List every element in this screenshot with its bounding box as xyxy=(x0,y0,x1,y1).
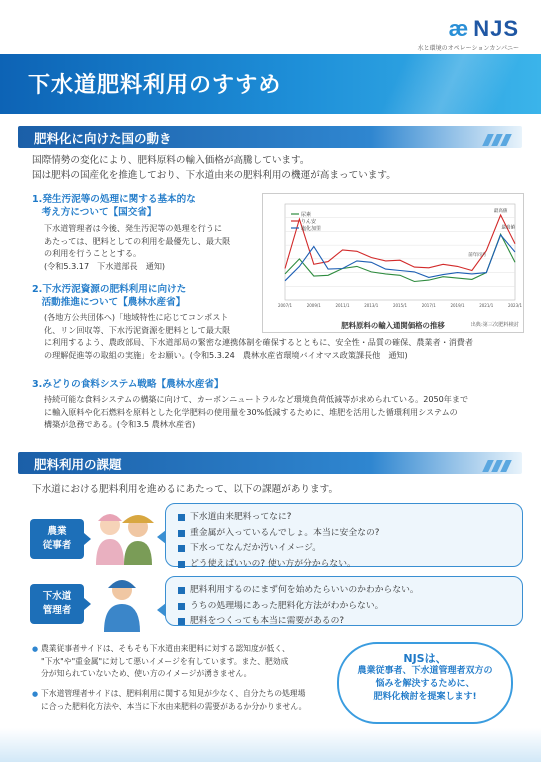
persona-label-line: 従事者 xyxy=(42,540,72,551)
hero-decoration xyxy=(321,54,541,114)
note-line: ● 農業従事者サイドは、そもそも下水道由来肥料に対する認知度が低く、 xyxy=(41,644,290,653)
note-line: 分が知られていないため、使い方のイメージが湧きません。 xyxy=(41,669,252,678)
section2-intro: 下水道における肥料利用を進めるにあたって、以下の課題があります。 xyxy=(32,484,339,495)
manager-concerns xyxy=(165,576,523,626)
section-title: 肥料化に向けた国の動き xyxy=(34,131,172,146)
intro-line: 国際情勢の変化により、肥料原料の輸入価格が高騰しています。 xyxy=(32,155,310,166)
item-text-mlit xyxy=(44,222,259,272)
item-text-line: 構築が急務である。(令和3.5 農林水産省) xyxy=(44,419,196,429)
chart-x-tick-label: 2015/1 xyxy=(392,303,408,308)
price-chart xyxy=(262,193,524,333)
manager-illustration-icon xyxy=(100,572,144,632)
farmer-concerns xyxy=(165,503,523,567)
chart-x-tick-label: 2023/1 xyxy=(507,303,523,308)
item-text-line: に利用するよう、農政部局、下水道部局の緊密な連携体制を確保するとともに、安全性・品質の確保、農業者・消費者 xyxy=(44,337,473,347)
note-line: に合った肥料化方法や、本当に下水由来肥料の需要があるか分かりません。 xyxy=(41,701,307,711)
concern-item: 重金属が入っているんでしょ。本当に安全なの? xyxy=(178,526,510,542)
item-title-mlit xyxy=(32,193,196,219)
persona-label-manager xyxy=(30,584,84,624)
page-footer-band xyxy=(0,728,541,762)
company-logo xyxy=(409,16,519,52)
item-text-line: 化、リン回収等、下水汚泥資源を肥料として最大限 xyxy=(44,324,231,335)
item-title-line: 考え方について【国交省】 xyxy=(32,207,157,218)
logo-symbol-icon: æ xyxy=(448,16,470,41)
item-title-maff xyxy=(32,283,186,309)
note-farmer xyxy=(32,643,332,681)
item-title-line: 活動推進について【農林水産省】 xyxy=(32,297,186,308)
item-text-line: (令和5.3.17 下水道部長 通知) xyxy=(44,260,166,271)
chart-x-tick-label: 2007/1 xyxy=(277,303,293,308)
chart-title: 肥料原料の輸入通関価格の推移 xyxy=(341,321,445,330)
chart-legend-label: りん安 xyxy=(301,219,317,225)
chart-x-tick-label: 2011/1 xyxy=(335,303,350,308)
chart-legend-label: 塩化加里 xyxy=(301,226,322,232)
logo-tagline: 水と環境のオペレーションカンパニー xyxy=(417,45,519,52)
chart-x-tick-label: 2019/1 xyxy=(450,303,465,308)
chart-x-tick-label: 2013/1 xyxy=(364,303,379,308)
section1-intro xyxy=(32,153,512,183)
concern-item: 肥料をつくっても本当に需要があるの? xyxy=(178,614,510,630)
callout-line: 農業従事者、下水道管理者双方の xyxy=(357,666,493,676)
hero-banner xyxy=(0,54,541,114)
page-title: 下水道肥料利用のすすめ xyxy=(28,73,282,98)
section-header-decoration xyxy=(482,457,516,469)
chart-legend-label: 尿素 xyxy=(301,212,312,218)
chart-x-tick-label: 2009/1 xyxy=(306,303,321,308)
persona-farmer xyxy=(30,505,150,567)
persona-label-farmer xyxy=(30,519,84,559)
intro-line: 国は肥料の国産化を推進しており、下水道由来の肥料利用の機運が高まっています。 xyxy=(32,170,396,181)
chart-x-tick-label: 2021/1 xyxy=(479,303,494,308)
chart-x-tick-label: 2017/1 xyxy=(421,303,436,308)
item-text-line: の利用を行うこととする。 xyxy=(44,248,142,258)
section-header-decoration xyxy=(482,131,516,143)
item-title-line: 3.みどりの食料システム戦略【農林水産省】 xyxy=(32,379,224,390)
section-header-challenges xyxy=(18,452,522,474)
page-header xyxy=(0,0,541,54)
persona-sewerage-manager xyxy=(30,570,150,632)
callout-line: 悩みを解決するために、 xyxy=(375,679,475,689)
item-text-line: の理解促進等の取組の実施」をお願い。(令和5.3.24 農林水産省環境バイオマス政策課長他 通知) xyxy=(44,349,408,360)
item-text-line: あたっては、肥料としての利用を最優先し、最大限 xyxy=(44,235,231,246)
item-title-line: 1.発生汚泥等の処理に関する基本的な xyxy=(32,194,196,205)
persona-label-line: 下水道 xyxy=(42,591,72,602)
section-header-policy xyxy=(18,126,522,148)
farmer-illustration-icon xyxy=(92,507,156,567)
item-text-midori xyxy=(44,393,524,431)
callout-line: NJSは、 xyxy=(403,652,447,665)
chart-annotation: 最高値 xyxy=(493,208,508,214)
item-text-line: に輸入原料や化石燃料を原料とした化学肥料の使用量を30%低減するために、堆肥を活用した循環利用システムの xyxy=(44,406,458,417)
persona-label-line: 管理者 xyxy=(42,605,72,616)
concern-item: うちの処理場にあった肥料化方法がわからない。 xyxy=(178,599,510,615)
concern-item: 下水道由来肥料ってなに? xyxy=(178,510,510,526)
item-text-line: 持続可能な食料システムの構築に向けて、カーボンニュートラルなど環境負荷低減等が求められている。2050年まで xyxy=(44,394,469,404)
njs-proposal-callout xyxy=(337,642,513,724)
item-text-line: (各地方公共団体へ)「地域特性に応じてコンポスト xyxy=(44,312,229,322)
note-manager xyxy=(32,688,332,713)
section-title: 肥料利用の課題 xyxy=(34,457,122,472)
price-chart-svg xyxy=(263,194,525,318)
note-line: "下水"や"重金属"に対して悪いイメージを有しています。また、肥効成 xyxy=(41,656,289,666)
callout-line: 肥料化検討を提案します! xyxy=(373,692,477,702)
chart-annotation: 最高値 xyxy=(501,225,515,231)
logo-text: NJS xyxy=(473,16,519,41)
concern-item: 下水ってなんだか汚いイメージ。 xyxy=(178,541,510,557)
concern-item: 肥料利用するのにまず何を始めたらいいのかわからない。 xyxy=(178,583,510,599)
persona-label-line: 農業 xyxy=(47,526,67,537)
item-text-line: 下水道管理者は今後、発生汚泥等の処理を行うに xyxy=(44,223,223,233)
item-title-line: 2.下水汚泥資源の肥料利用に向けた xyxy=(32,284,187,295)
logo-mark xyxy=(409,16,519,42)
chart-source: 出典:第三次肥料検討 xyxy=(470,322,519,328)
note-line: ● 下水道管理者サイドは、肥料利用に関する知見が少なく、自分たちの処理場 xyxy=(41,689,306,698)
item-title-midori xyxy=(32,378,224,391)
chart-annotation: 前年同月 xyxy=(468,252,487,258)
concern-item: どう使えばいいの? 使い方が分からない。 xyxy=(178,557,510,573)
